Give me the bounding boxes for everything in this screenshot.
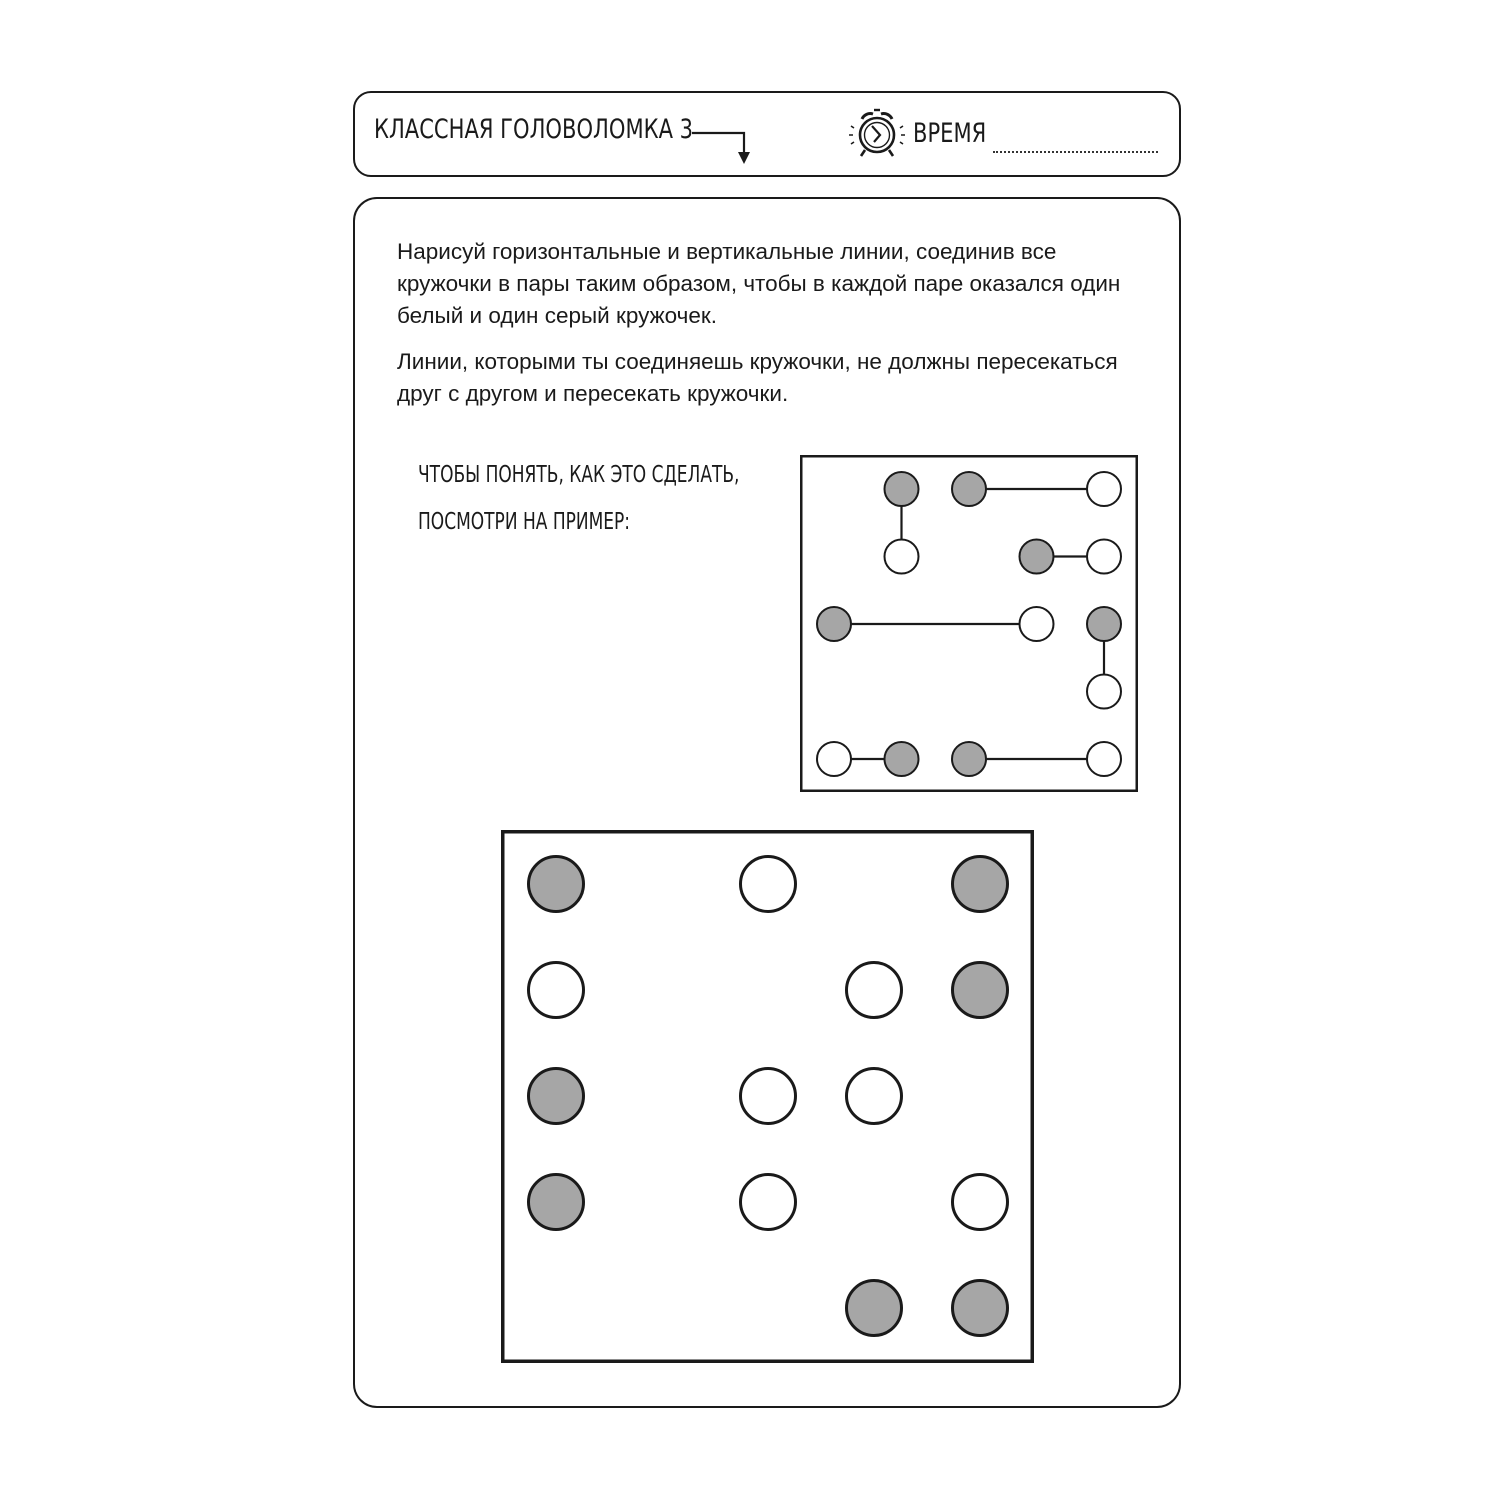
grey-circle: [1020, 540, 1054, 574]
white-circle[interactable]: [953, 1175, 1008, 1230]
example-hint: [418, 452, 739, 546]
puzzle-grid[interactable]: [501, 830, 1034, 1363]
grey-circle: [885, 472, 919, 506]
example-grid: [800, 455, 1138, 792]
grey-circle: [952, 472, 986, 506]
white-circle: [817, 742, 851, 776]
grey-circle: [817, 607, 851, 641]
white-circle: [1087, 540, 1121, 574]
white-circle: [1087, 742, 1121, 776]
grey-circle[interactable]: [529, 1175, 584, 1230]
grey-circle: [885, 742, 919, 776]
grey-circle[interactable]: [953, 857, 1008, 912]
grey-circle: [952, 742, 986, 776]
grey-circle[interactable]: [529, 1069, 584, 1124]
grey-circle: [1087, 607, 1121, 641]
arrow-down-right-icon: [690, 120, 754, 166]
instruction-paragraph-2: Линии, которыми ты соединяешь кружочки, не должны пересекаться друг с другом и пересекать кружочки.: [397, 349, 1118, 406]
white-circle: [1020, 607, 1054, 641]
white-circle[interactable]: [847, 1069, 902, 1124]
white-circle[interactable]: [741, 857, 796, 912]
example-hint-line-1: ЧТОБЫ ПОНЯТЬ, КАК ЭТО СДЕЛАТЬ,: [418, 462, 740, 488]
instruction-paragraph-1: Нарисуй горизонтальные и вертикальные линии, соединив все кружочки в пары таким образом, чтобы в каждой паре оказался один белый и один серый кружочек.: [397, 239, 1121, 328]
white-circle[interactable]: [741, 1175, 796, 1230]
white-circle[interactable]: [847, 963, 902, 1018]
time-input-line[interactable]: [993, 151, 1158, 153]
example-hint-line-2: ПОСМОТРИ НА ПРИМЕР:: [418, 509, 631, 535]
grey-circle[interactable]: [953, 1281, 1008, 1336]
white-circle: [1087, 675, 1121, 709]
white-circle: [1087, 472, 1121, 506]
white-circle[interactable]: [529, 963, 584, 1018]
grey-circle[interactable]: [529, 857, 584, 912]
white-circle[interactable]: [741, 1069, 796, 1124]
time-label: ВРЕМЯ: [913, 118, 987, 149]
grey-circle[interactable]: [953, 963, 1008, 1018]
alarm-clock-icon: [848, 104, 906, 162]
puzzle-title: КЛАССНАЯ ГОЛОВОЛОМКА 3: [374, 114, 694, 145]
grey-circle[interactable]: [847, 1281, 902, 1336]
white-circle: [885, 540, 919, 574]
